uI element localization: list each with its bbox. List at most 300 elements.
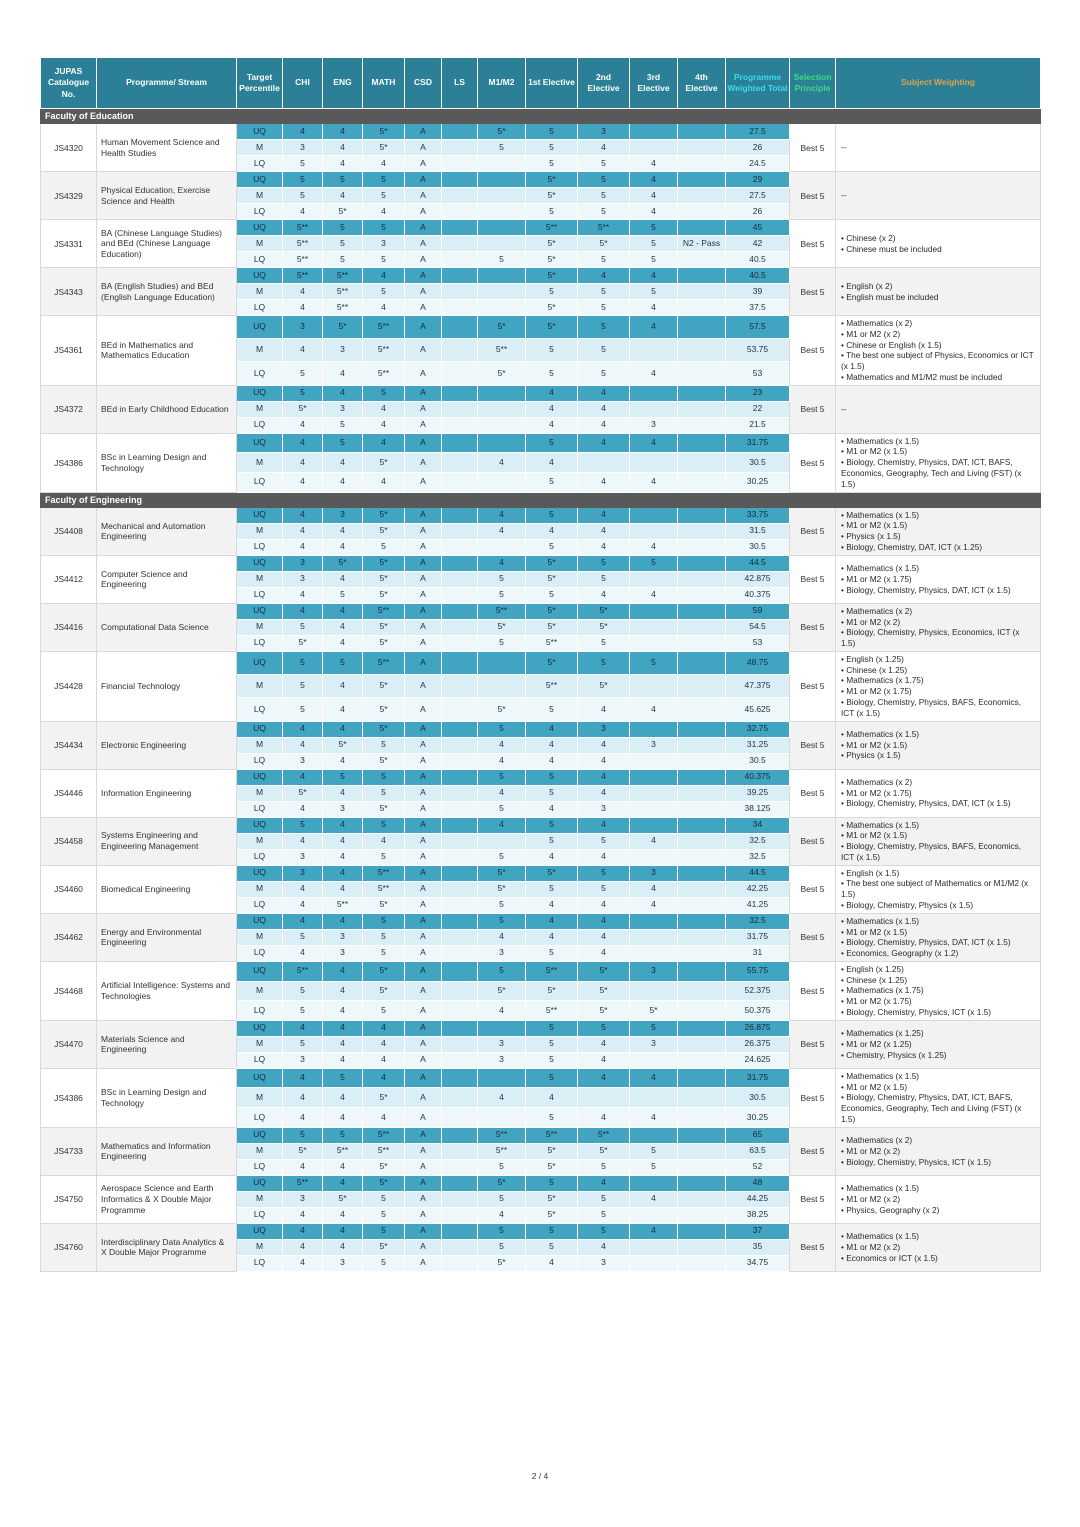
programme-code: JS4460: [41, 865, 97, 913]
score-cell: 4: [363, 1108, 405, 1128]
score-cell: 3: [630, 865, 678, 881]
subject-weighting: [836, 769, 1041, 817]
score-cell: 4: [630, 1108, 678, 1128]
score-cell: 5**: [526, 961, 578, 981]
score-cell: 4: [323, 1036, 363, 1052]
score-cell: 4: [478, 1207, 526, 1223]
programme-code: JS4386: [41, 1068, 97, 1127]
column-header-2nd-elective: 2nd Elective: [578, 58, 630, 109]
score-cell: 3: [323, 929, 363, 945]
score-cell: 4: [323, 753, 363, 769]
score-cell: [478, 833, 526, 849]
score-cell: 5*: [363, 1175, 405, 1191]
score-cell: [442, 698, 478, 721]
score-cell: 5: [526, 881, 578, 897]
score-cell: [478, 188, 526, 204]
score-cell: 5*: [478, 1255, 526, 1271]
score-cell: 5**: [363, 881, 405, 897]
score-cell: A: [405, 1255, 442, 1271]
percentile-row: [41, 817, 1041, 833]
score-cell: 5: [363, 769, 405, 785]
subject-weighting-item: • Biology, Chemistry, Physics, ICT (x 1.5): [841, 1007, 1035, 1018]
percentile-row: [41, 124, 1041, 140]
score-cell: A: [405, 300, 442, 316]
programme-code: JS4408: [41, 507, 97, 555]
score-cell: 4: [526, 453, 578, 473]
score-cell: A: [405, 555, 442, 571]
score-cell: 4: [630, 188, 678, 204]
score-cell: 5: [526, 156, 578, 172]
quartile-label: UQ: [237, 1127, 283, 1143]
subject-weighting: [836, 1175, 1041, 1223]
score-cell: 5: [526, 1020, 578, 1036]
score-cell: A: [405, 1068, 442, 1088]
weighted-total-cell: 27.5: [726, 124, 790, 140]
subject-weighting-item: • The best one subject of Mathematics or M1/M2 (x 1.5): [841, 878, 1035, 900]
score-cell: [678, 1127, 726, 1143]
column-header-eng: ENG: [323, 58, 363, 109]
subject-weighting-item: • Mathematics (x 1.5): [841, 563, 1035, 574]
score-cell: 5*: [363, 1239, 405, 1255]
score-cell: 4: [363, 268, 405, 284]
score-cell: [678, 849, 726, 865]
quartile-label: LQ: [237, 539, 283, 555]
subject-weighting-item: • Biology, Chemistry, Physics, DAT, ICT, BAFS, Economics, Geography, Tech and Living (FST) (x 1.5): [841, 457, 1035, 489]
score-cell: 5: [526, 833, 578, 849]
score-cell: A: [405, 961, 442, 981]
score-cell: A: [405, 1001, 442, 1021]
weighted-total-cell: 31.5: [726, 523, 790, 539]
score-cell: [630, 1207, 678, 1223]
faculty-section-row: [41, 492, 1041, 507]
quartile-label: UQ: [237, 603, 283, 619]
score-cell: [442, 401, 478, 417]
score-cell: 4: [526, 913, 578, 929]
score-cell: 5: [478, 961, 526, 981]
weighted-total-cell: 44.25: [726, 1191, 790, 1207]
score-cell: 5: [323, 236, 363, 252]
score-cell: A: [405, 981, 442, 1001]
score-cell: 4: [630, 172, 678, 188]
score-cell: [442, 587, 478, 603]
score-cell: [442, 651, 478, 674]
subject-weighting-item: • Mathematics (x 1.5): [841, 436, 1035, 447]
selection-principle: Best 5: [790, 817, 836, 865]
score-cell: [442, 897, 478, 913]
subject-weighting: [836, 124, 1041, 172]
quartile-label: M: [237, 571, 283, 587]
score-cell: A: [405, 1036, 442, 1052]
score-cell: [678, 587, 726, 603]
quartile-label: LQ: [237, 252, 283, 268]
weighted-total-cell: 34.75: [726, 1255, 790, 1271]
score-cell: 5: [283, 651, 323, 674]
weighted-total-cell: 40.5: [726, 252, 790, 268]
score-cell: 5**: [363, 316, 405, 339]
subject-weighting-item: • Biology, Chemistry, Physics (x 1.5): [841, 900, 1035, 911]
score-cell: 5: [526, 785, 578, 801]
score-cell: 5*: [526, 571, 578, 587]
score-cell: [442, 769, 478, 785]
score-cell: [678, 417, 726, 433]
score-cell: 5: [526, 539, 578, 555]
score-cell: 5*: [526, 603, 578, 619]
score-cell: 5**: [323, 284, 363, 300]
score-cell: 4: [283, 897, 323, 913]
score-cell: [442, 1143, 478, 1159]
quartile-label: M: [237, 1088, 283, 1108]
score-cell: A: [405, 1207, 442, 1223]
score-cell: 5**: [283, 236, 323, 252]
quartile-label: M: [237, 1036, 283, 1052]
score-cell: 3: [323, 801, 363, 817]
score-cell: 5*: [578, 603, 630, 619]
score-cell: 5: [363, 188, 405, 204]
score-cell: 5: [526, 284, 578, 300]
score-cell: 4: [323, 362, 363, 385]
score-cell: [442, 172, 478, 188]
quartile-label: UQ: [237, 817, 283, 833]
score-cell: 5: [630, 651, 678, 674]
score-cell: 4: [578, 817, 630, 833]
score-cell: 5: [526, 817, 578, 833]
programme-name: Systems Engineering and Engineering Management: [97, 817, 237, 865]
score-cell: 4: [323, 1239, 363, 1255]
score-cell: [678, 1175, 726, 1191]
weighted-total-cell: 55.75: [726, 961, 790, 981]
score-cell: [678, 833, 726, 849]
score-cell: 4: [323, 1001, 363, 1021]
score-cell: 3: [323, 945, 363, 961]
score-cell: [630, 619, 678, 635]
subject-weighting-item: • Chinese (x 2): [841, 233, 1035, 244]
score-cell: [442, 1127, 478, 1143]
score-cell: [678, 651, 726, 674]
score-cell: 5: [478, 252, 526, 268]
percentile-row: [41, 721, 1041, 737]
selection-principle: Best 5: [790, 124, 836, 172]
weighted-total-cell: 30.5: [726, 539, 790, 555]
score-cell: A: [405, 124, 442, 140]
score-cell: A: [405, 284, 442, 300]
weighted-total-cell: 41.25: [726, 897, 790, 913]
score-cell: [442, 236, 478, 252]
score-cell: 4: [323, 865, 363, 881]
score-cell: 4: [578, 913, 630, 929]
score-cell: [630, 945, 678, 961]
subject-weighting: [836, 220, 1041, 268]
score-cell: 4: [323, 721, 363, 737]
score-cell: A: [405, 817, 442, 833]
score-cell: 4: [578, 1108, 630, 1128]
page-number: 2 / 4: [531, 1471, 549, 1481]
score-cell: 3: [283, 571, 323, 587]
score-cell: 4: [363, 300, 405, 316]
score-cell: 5: [578, 555, 630, 571]
score-cell: 5: [363, 817, 405, 833]
score-cell: [678, 1036, 726, 1052]
score-cell: [442, 1175, 478, 1191]
weighted-total-cell: 32.5: [726, 913, 790, 929]
selection-principle: Best 5: [790, 555, 836, 603]
subject-weighting: [836, 1127, 1041, 1175]
programme-code: JS4386: [41, 433, 97, 492]
score-cell: 5: [283, 156, 323, 172]
score-cell: 5: [526, 140, 578, 156]
score-cell: 5: [526, 124, 578, 140]
score-cell: 4: [578, 433, 630, 453]
weighted-total-cell: 47.375: [726, 675, 790, 698]
quartile-label: LQ: [237, 1255, 283, 1271]
subject-weighting: [836, 651, 1041, 721]
score-cell: 5: [478, 1159, 526, 1175]
score-cell: [678, 1108, 726, 1128]
score-cell: [442, 1108, 478, 1128]
score-cell: [478, 284, 526, 300]
score-cell: 4: [283, 539, 323, 555]
weighted-total-cell: 31.25: [726, 737, 790, 753]
score-cell: [678, 961, 726, 981]
score-cell: 5: [578, 865, 630, 881]
score-cell: [478, 651, 526, 674]
score-cell: 5*: [363, 140, 405, 156]
score-cell: A: [405, 539, 442, 555]
score-cell: 4: [283, 1223, 323, 1239]
score-cell: 5: [630, 220, 678, 236]
score-cell: [478, 220, 526, 236]
score-cell: [442, 362, 478, 385]
percentile-row: [41, 603, 1041, 619]
subject-weighting-item: • Mathematics (x 1.75): [841, 985, 1035, 996]
score-cell: 4: [578, 929, 630, 945]
quartile-label: LQ: [237, 635, 283, 651]
selection-principle: Best 5: [790, 1127, 836, 1175]
score-cell: 4: [526, 385, 578, 401]
subject-weighting: [836, 555, 1041, 603]
score-cell: 5*: [363, 507, 405, 523]
score-cell: 5*: [526, 619, 578, 635]
weighted-total-cell: 48.75: [726, 651, 790, 674]
score-cell: 5: [478, 913, 526, 929]
subject-weighting: [836, 268, 1041, 316]
score-cell: 5**: [526, 1127, 578, 1143]
score-cell: 5*: [363, 587, 405, 603]
score-cell: A: [405, 433, 442, 453]
score-cell: A: [405, 453, 442, 473]
score-cell: [630, 339, 678, 362]
admission-grades-table-wrap: [40, 57, 1040, 1272]
score-cell: 4: [478, 1088, 526, 1108]
score-cell: 5*: [363, 753, 405, 769]
score-cell: A: [405, 252, 442, 268]
score-cell: [442, 1159, 478, 1175]
score-cell: [630, 635, 678, 651]
score-cell: [630, 785, 678, 801]
quartile-label: LQ: [237, 1207, 283, 1223]
quartile-label: M: [237, 833, 283, 849]
score-cell: 3: [478, 945, 526, 961]
score-cell: 5**: [526, 675, 578, 698]
selection-principle: Best 5: [790, 769, 836, 817]
score-cell: 5: [630, 555, 678, 571]
weighted-total-cell: 52: [726, 1159, 790, 1175]
score-cell: 5*: [363, 124, 405, 140]
score-cell: [678, 172, 726, 188]
quartile-label: UQ: [237, 555, 283, 571]
weighted-total-cell: 42: [726, 236, 790, 252]
score-cell: [442, 252, 478, 268]
selection-principle: Best 5: [790, 172, 836, 220]
score-cell: 4: [630, 362, 678, 385]
score-cell: 4: [323, 961, 363, 981]
score-cell: 5: [578, 252, 630, 268]
score-cell: 5: [526, 433, 578, 453]
weighted-total-cell: 31.75: [726, 1068, 790, 1088]
score-cell: [630, 929, 678, 945]
score-cell: A: [405, 1159, 442, 1175]
weighted-total-cell: 52.375: [726, 981, 790, 1001]
score-cell: [630, 817, 678, 833]
score-cell: [678, 555, 726, 571]
score-cell: 4: [283, 339, 323, 362]
score-cell: 4: [283, 1207, 323, 1223]
score-cell: 4: [283, 284, 323, 300]
weighted-total-cell: 34: [726, 817, 790, 833]
quartile-label: M: [237, 236, 283, 252]
weighted-total-cell: 39.25: [726, 785, 790, 801]
subject-weighting: [836, 603, 1041, 651]
score-cell: [442, 300, 478, 316]
selection-principle: Best 5: [790, 721, 836, 769]
score-cell: 5: [363, 1255, 405, 1271]
score-cell: A: [405, 801, 442, 817]
score-cell: 4: [283, 587, 323, 603]
score-cell: 4: [526, 1088, 578, 1108]
score-cell: A: [405, 721, 442, 737]
score-cell: 5*: [283, 401, 323, 417]
score-cell: [678, 981, 726, 1001]
score-cell: [442, 675, 478, 698]
programme-code: JS4412: [41, 555, 97, 603]
score-cell: 4: [283, 881, 323, 897]
score-cell: 5: [478, 635, 526, 651]
weighted-total-cell: 44.5: [726, 555, 790, 571]
quartile-label: LQ: [237, 897, 283, 913]
score-cell: 4: [478, 1001, 526, 1021]
score-cell: [630, 401, 678, 417]
weighted-total-cell: 44.5: [726, 865, 790, 881]
score-cell: 5: [283, 817, 323, 833]
score-cell: 4: [323, 881, 363, 897]
score-cell: 4: [578, 897, 630, 913]
quartile-label: UQ: [237, 865, 283, 881]
subject-weighting-item: • Biology, Chemistry, Physics, Economics, ICT (x 1.5): [841, 627, 1035, 649]
score-cell: 4: [578, 1036, 630, 1052]
score-cell: 5: [478, 1223, 526, 1239]
score-cell: 5*: [526, 1159, 578, 1175]
subject-weighting-item: • Mathematics (x 2): [841, 606, 1035, 617]
score-cell: 5*: [578, 236, 630, 252]
score-cell: [678, 339, 726, 362]
score-cell: 4: [578, 523, 630, 539]
score-cell: [442, 555, 478, 571]
column-header-4th-elective: 4th Elective: [678, 58, 726, 109]
score-cell: A: [405, 472, 442, 492]
selection-principle: Best 5: [790, 433, 836, 492]
score-cell: A: [405, 1020, 442, 1036]
score-cell: [478, 156, 526, 172]
score-cell: [678, 300, 726, 316]
quartile-label: M: [237, 401, 283, 417]
score-cell: 4: [363, 433, 405, 453]
score-cell: 5: [283, 362, 323, 385]
score-cell: 5: [363, 913, 405, 929]
score-cell: 5: [478, 721, 526, 737]
score-cell: 4: [578, 401, 630, 417]
score-cell: 5: [363, 1001, 405, 1021]
quartile-label: LQ: [237, 753, 283, 769]
score-cell: [678, 539, 726, 555]
score-cell: 5*: [363, 619, 405, 635]
score-cell: [678, 1020, 726, 1036]
score-cell: 5*: [478, 698, 526, 721]
score-cell: [442, 753, 478, 769]
subject-weighting-item: --: [841, 190, 847, 201]
percentile-row: [41, 961, 1041, 981]
faculty-section-row: [41, 109, 1041, 124]
quartile-label: LQ: [237, 300, 283, 316]
score-cell: 4: [283, 433, 323, 453]
weighted-total-cell: 40.375: [726, 769, 790, 785]
score-cell: 5: [630, 1159, 678, 1175]
score-cell: 4: [478, 453, 526, 473]
subject-weighting-item: • Biology, Chemistry, Physics, BAFS, Economics, ICT (x 1.5): [841, 841, 1035, 863]
score-cell: 4: [478, 929, 526, 945]
score-cell: A: [405, 785, 442, 801]
score-cell: 4: [630, 316, 678, 339]
score-cell: [478, 236, 526, 252]
subject-weighting-item: • Mathematics (x 1.5): [841, 820, 1035, 831]
column-header-programme-stream: Programme/ Stream: [97, 58, 237, 109]
score-cell: A: [405, 188, 442, 204]
score-cell: 5*: [526, 188, 578, 204]
subject-weighting-item: • Biology, Chemistry, Physics, DAT, ICT (x 1.5): [841, 585, 1035, 596]
subject-weighting-item: • Physics (x 1.5): [841, 750, 1035, 761]
score-cell: 5*: [478, 124, 526, 140]
score-cell: [678, 268, 726, 284]
score-cell: [678, 507, 726, 523]
score-cell: 5*: [526, 300, 578, 316]
weighted-total-cell: 42.25: [726, 881, 790, 897]
score-cell: [678, 1223, 726, 1239]
score-cell: 3: [630, 1036, 678, 1052]
score-cell: [630, 913, 678, 929]
score-cell: 5*: [526, 172, 578, 188]
subject-weighting-item: • M1 or M2 (x 2): [841, 617, 1035, 628]
score-cell: 5: [283, 188, 323, 204]
score-cell: 4: [630, 1068, 678, 1088]
score-cell: A: [405, 156, 442, 172]
score-cell: [630, 1052, 678, 1068]
programme-name: Financial Technology: [97, 651, 237, 721]
score-cell: A: [405, 268, 442, 284]
subject-weighting-item: • Mathematics (x 1.5): [841, 1231, 1035, 1242]
score-cell: 4: [478, 785, 526, 801]
score-cell: 5**: [478, 1127, 526, 1143]
score-cell: 5: [363, 1223, 405, 1239]
score-cell: [442, 881, 478, 897]
quartile-label: UQ: [237, 1223, 283, 1239]
